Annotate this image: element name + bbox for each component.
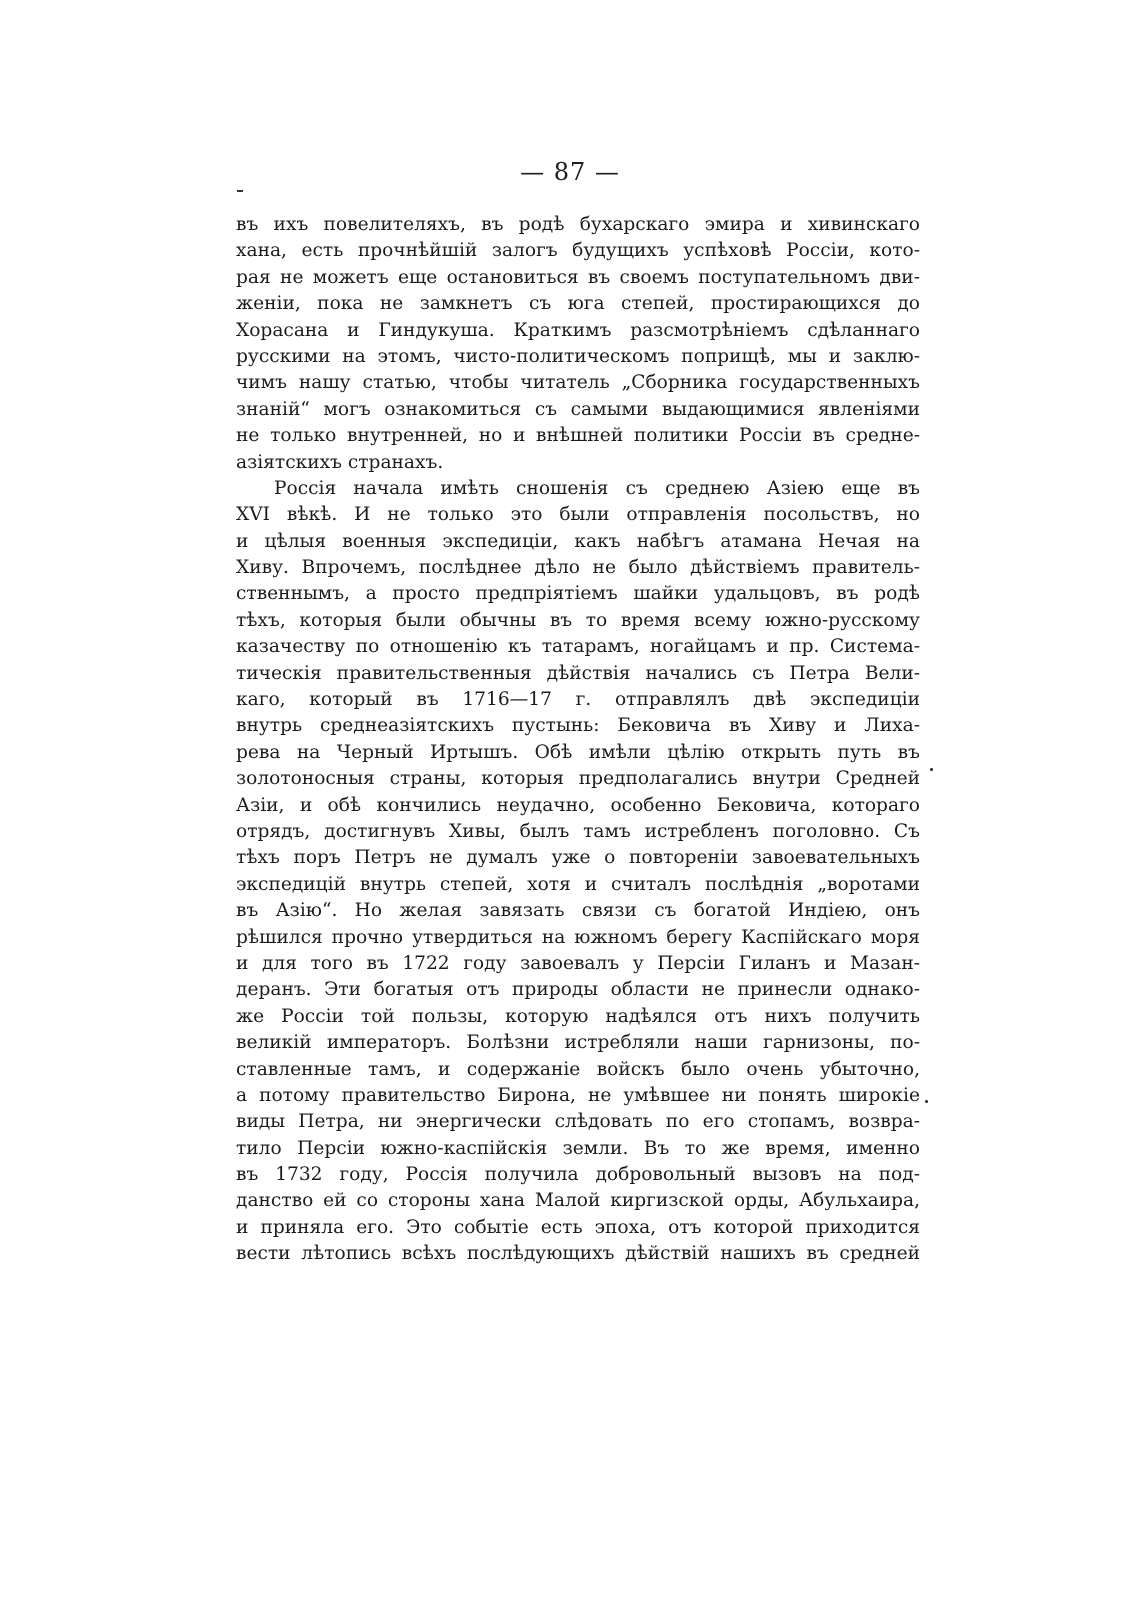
text-line: тѣхъ поръ Петръ не думалъ уже о повтореніи завоевательныхъ xyxy=(236,847,920,869)
text-line: въ Азію“. Но желая завязать связи съ богатой Индіею, онъ xyxy=(236,900,920,922)
text-line: же Россіи той пользы, которую надѣялся отъ нихъ получить xyxy=(236,1005,920,1027)
text-line: тѣхъ, которыя были обычны въ то время всему южно-русскому xyxy=(236,609,920,631)
page-number: — 87 — xyxy=(520,158,620,186)
text-line: тило Персіи южно-каспійскія земли. Въ то же время, именно xyxy=(236,1137,920,1159)
text-line: золотоносныя страны, которыя предполагались внутри Средней xyxy=(236,768,920,790)
text-line: хана, есть прочнѣйшій залогъ будущихъ успѣховѣ Россіи, кото- xyxy=(236,240,920,262)
text-line: Хиву. Впрочемъ, послѣднее дѣло не было дѣйствіемъ правитель- xyxy=(236,557,920,579)
paragraph-2 xyxy=(236,476,920,1268)
text-line: вести лѣтопись всѣхъ послѣдующихъ дѣйствій нашихъ въ средней xyxy=(236,1243,920,1265)
text-line: данство ей со стороны хана Малой киргизской орды, Абульхаира, xyxy=(236,1190,920,1212)
text-line: ственнымъ, а просто предпріятіемъ шайки удальцовъ, въ родѣ xyxy=(236,583,920,605)
text-line: въ 1732 году, Россія получила добровольный вызовъ на под- xyxy=(236,1164,920,1186)
text-line: Россія начала имѣть сношенія съ среднею Азіею еще въ xyxy=(274,477,920,499)
text-line: русскими на этомъ, чисто-политическомъ поприщѣ, мы и заклю- xyxy=(236,345,920,367)
text-line: а потому правительство Бирона, не умѣвшее ни понять широкіе xyxy=(236,1084,920,1106)
text-line: ставленные тамъ, и содержаніе войскъ было очень убыточно, xyxy=(236,1058,920,1080)
text-line: рая не можетъ еще остановиться въ своемъ поступательномъ дви- xyxy=(236,266,920,288)
text-line: казачеству по отношенію къ татарамъ, ногайцамъ и пр. Системa- xyxy=(236,636,920,658)
text-line: знаній“ могъ ознакомиться съ самыми выдающимися явленіями xyxy=(236,398,920,420)
text-line: Азіи, и обѣ кончились неудачно, особенно Бековича, котораго xyxy=(236,794,920,816)
text-line: каго, который въ 1716—17 г. отправлялъ двѣ экспедиціи xyxy=(236,689,920,711)
body-text xyxy=(236,212,920,1268)
text-line: и приняла его. Это событіе есть эпоха, отъ которой приходится xyxy=(236,1216,920,1238)
text-line: не только внутренней, но и внѣшней политики Россіи въ средне- xyxy=(236,425,920,447)
paragraph-1 xyxy=(236,212,920,476)
text-line: виды Петра, ни энергически слѣдовать по его стопамъ, возвра- xyxy=(236,1111,920,1133)
text-line: рева на Черный Иртышъ. Обѣ имѣли цѣлію открыть путь въ xyxy=(236,741,920,763)
ink-speck xyxy=(930,768,933,771)
text-line: азіятскихъ странахъ. xyxy=(236,451,444,473)
text-line: отрядъ, достигнувъ Хивы, былъ тамъ истребленъ поголовно. Съ xyxy=(236,820,920,842)
text-line: рѣшился прочно утвердиться на южномъ берегу Каспійскаго моря xyxy=(236,926,920,948)
text-line: чимъ нашу статью, чтобы читатель „Сборника государственныхъ xyxy=(236,372,920,394)
text-line: деранъ. Эти богатыя отъ природы области не принесли однако- xyxy=(236,979,920,1001)
text-line: женіи, пока не замкнетъ съ юга степей, простирающихся до xyxy=(236,293,920,315)
text-line: внутрь среднеазіятскихъ пустынь: Бековича въ Хиву и Лиха- xyxy=(236,715,920,737)
print-mark xyxy=(237,190,243,192)
ink-speck xyxy=(925,1100,928,1103)
text-line: великій императоръ. Болѣзни истребляли наши гарнизоны, по- xyxy=(236,1032,920,1054)
text-line: экспедицій внутрь степей, хотя и считалъ послѣднія „воротами xyxy=(236,873,920,895)
text-line: въ ихъ повелителяхъ, въ родѣ бухарскаго эмира и хивинскаго xyxy=(236,214,920,235)
text-line: и для того въ 1722 году завоевалъ у Персіи Гиланъ и Мазан- xyxy=(236,952,920,974)
text-line: Хорасана и Гиндукуша. Краткимъ разсмотрѣніемъ сдѣланнаго xyxy=(236,319,920,341)
text-line: и цѣлыя военныя экспедиціи, какъ набѣгъ атамана Нечая на xyxy=(236,530,920,552)
text-line: тическія правительственныя дѣйствія начались съ Петра Вели- xyxy=(236,662,920,684)
text-line: XVI вѣкѣ. И не только это были отправленія посольствъ, но xyxy=(236,504,920,526)
